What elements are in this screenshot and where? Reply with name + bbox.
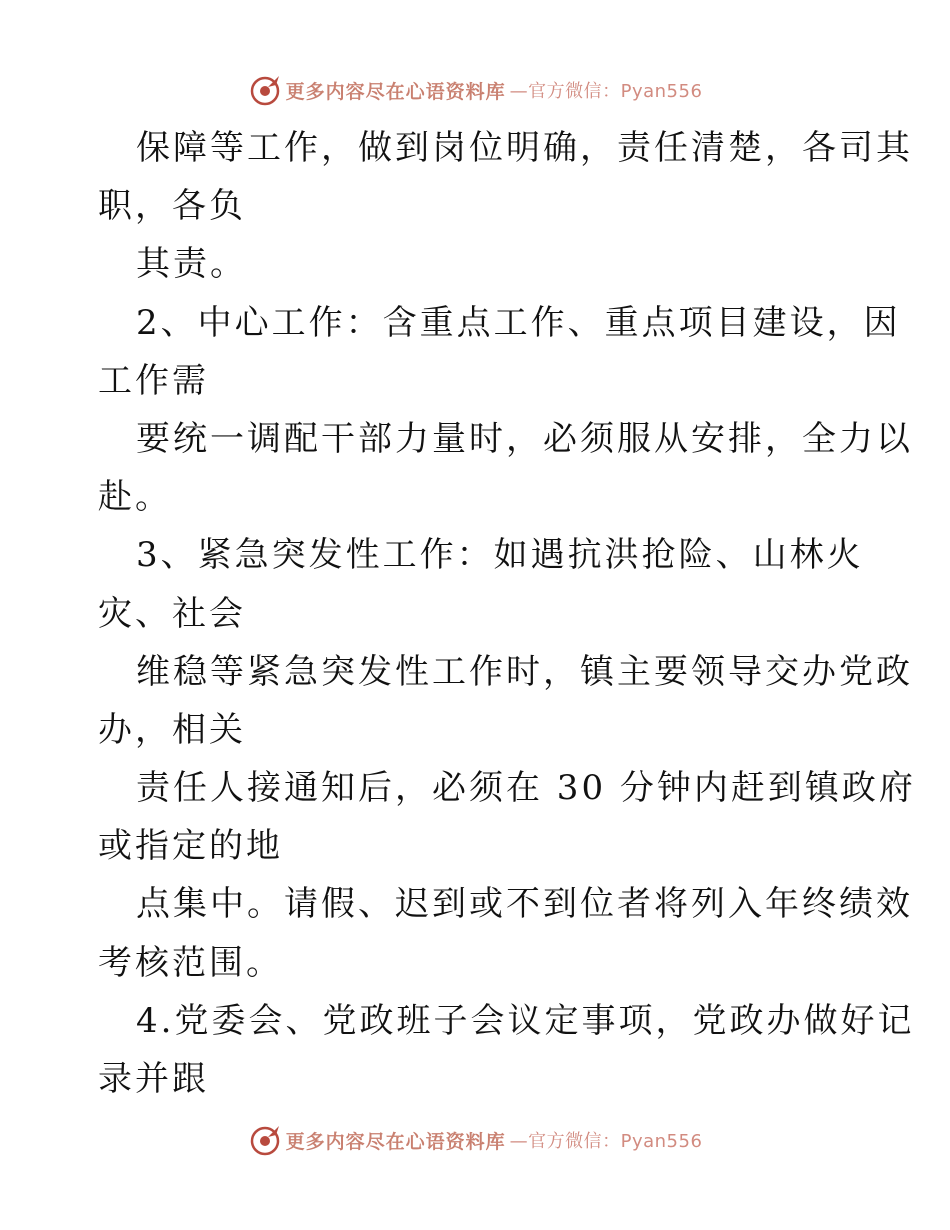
text-line: 考核范围。 [98, 942, 283, 983]
text-line: 责任人接通知后，必须在 30 分钟内赶到镇政府 [136, 768, 916, 809]
text-line: 其责。 [136, 244, 247, 285]
quill-circle-icon [248, 1123, 282, 1157]
text-line: 维稳等紧急突发性工作时，镇主要领导交办党政 [136, 651, 913, 692]
text-line: 职，各负 [98, 186, 246, 227]
text-line: 保障等工作，做到岗位明确，责任清楚，各司其 [136, 128, 913, 168]
text-line: 录并跟 [98, 1059, 209, 1099]
watermark-sub-text: —官方微信：Pyan556 [509, 1131, 703, 1152]
text-line: 3、紧急突发性工作：如遇抗洪抢险、山林火 [136, 535, 864, 576]
watermark-main-text: 更多内容尽在心语资料库 [285, 80, 506, 103]
text-line: 或指定的地 [98, 826, 283, 867]
text-line: 办，相关 [98, 709, 246, 750]
watermark-sub-text: —官方微信：Pyan556 [509, 81, 703, 102]
quill-circle-icon [248, 73, 282, 107]
text-line: 4.党委会、党政班子会议定事项，党政办做好记 [136, 1000, 915, 1041]
text-line: 要统一调配干部力量时，必须服从安排，全力以 [136, 418, 913, 459]
text-line: 赴。 [98, 477, 172, 518]
text-line: 灾、社会 [98, 593, 246, 634]
watermark-main-text: 更多内容尽在心语资料库 [285, 1130, 506, 1153]
document-body [98, 119, 916, 1108]
text-line: 2、中心工作：含重点工作、重点项目建设，因 [136, 302, 901, 343]
footer-watermark [0, 1120, 950, 1160]
text-line: 工作需 [98, 360, 209, 401]
header-watermark [0, 70, 950, 110]
text-line: 点集中。请假、迟到或不到位者将列入年终绩效 [136, 884, 913, 925]
